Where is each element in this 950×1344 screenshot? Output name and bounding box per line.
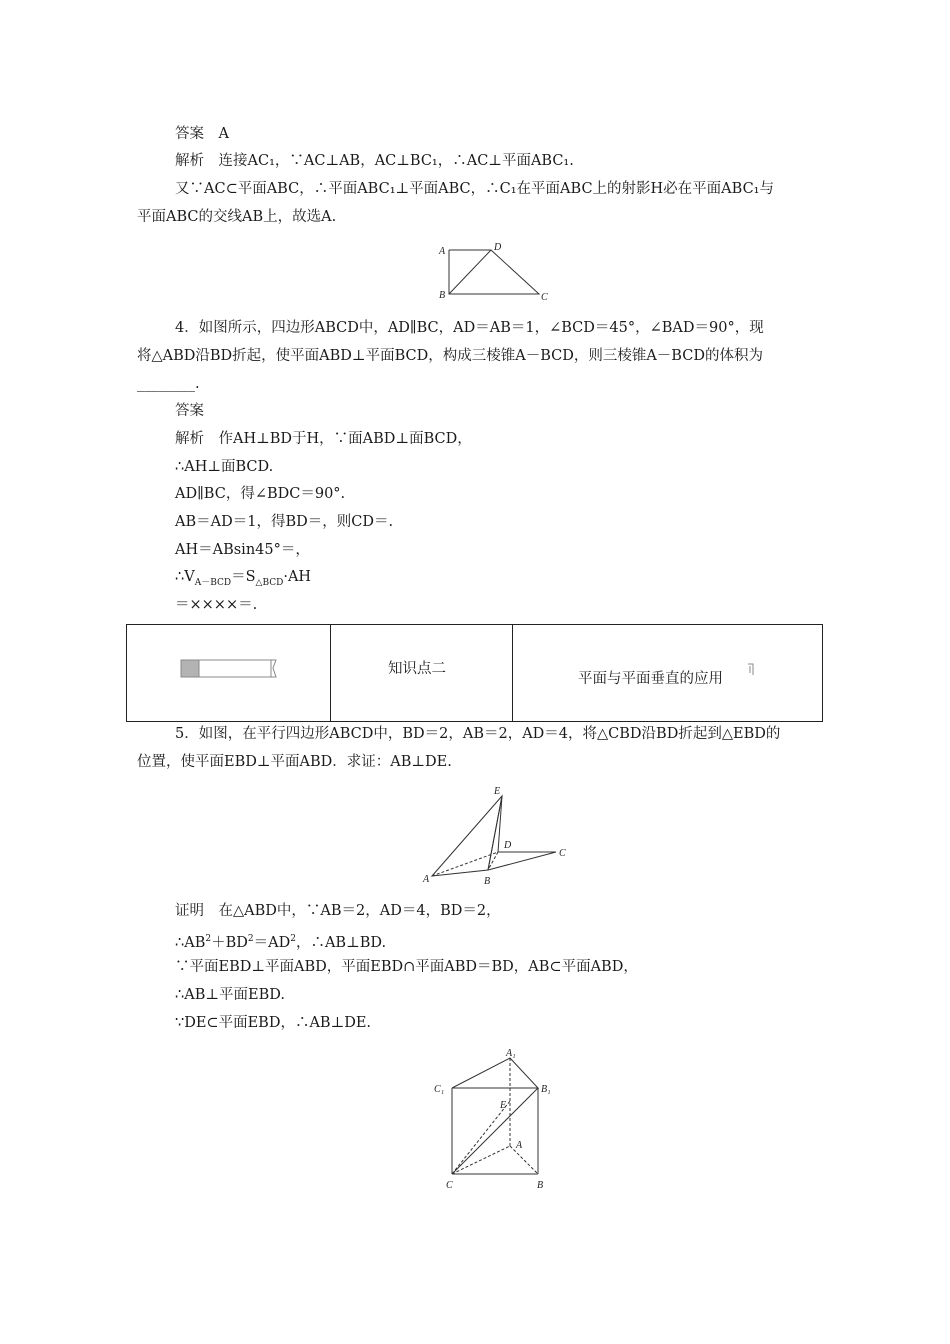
question-line: 4．如图所示，四边形ABCD中，AD∥BC，AD＝AB＝1，∠BCD＝45°，∠BAD＝90°，现: [175, 320, 764, 336]
label-B1: B₁: [541, 1084, 551, 1095]
prism-figure: [430, 1046, 560, 1192]
label-C: C: [446, 1180, 453, 1191]
label-C: C: [541, 292, 548, 303]
label-B: B: [439, 290, 446, 301]
answer-line: 答案 A: [175, 126, 229, 142]
proof-line: ∵DE⊂平面EBD，∴AB⊥DE.: [175, 1015, 372, 1031]
label-E: E: [494, 786, 501, 797]
analysis-line: AH＝ABsin45°＝，: [175, 542, 310, 558]
section-title: 知识点二: [388, 661, 446, 677]
question-line: 将△ABD沿BD折起，使平面ABD⊥平面BCD，构成三棱锥A－BCD，则三棱锥A－BCD的体积为: [137, 348, 763, 364]
bracket-icon: [746, 663, 756, 679]
analysis-line: AB＝AD＝1，得BD＝，则CD＝.: [175, 514, 394, 530]
label-B: B: [484, 876, 491, 887]
label-C: C: [559, 848, 566, 859]
answer-label: 答案: [175, 403, 204, 419]
volume-formula: $\therefore V_{A-BCD}=S_{\triangle BCD}\cdot AH$: [175, 569, 312, 588]
proof-line: ∴AB⊥平面EBD.: [175, 987, 285, 1003]
question-line: 位置，使平面EBD⊥平面ABD．求证：AB⊥DE.: [137, 754, 452, 770]
label-A1: A₁: [506, 1048, 516, 1059]
analysis-line: 解析 连接AC₁，∵AC⊥AB，AC⊥BC₁，∴AC⊥平面ABC₁.: [175, 153, 574, 169]
label-A: A: [423, 874, 430, 885]
question-line: 5．如图，在平行四边形ABCD中，BD＝2，AB＝2，AD＝4，将△CBD沿BD折起到△EBD的: [175, 726, 781, 742]
analysis-line: 又∵AC⊂平面ABC，∴平面ABC₁⊥平面ABC，∴C₁在平面ABC上的射影H必在平面ABC₁与: [175, 181, 774, 197]
label-A: A: [439, 246, 446, 257]
section-icon-cell: [127, 625, 331, 721]
label-E: E: [500, 1100, 507, 1111]
quadrilateral-figure: [434, 238, 564, 304]
answer-blank: ________.: [137, 376, 200, 392]
label-D: D: [494, 242, 502, 253]
label-B: B: [537, 1180, 544, 1191]
tab-banner-icon: [180, 658, 280, 680]
label-C1: C₁: [434, 1084, 445, 1095]
section-topic: 平面与平面垂直的应用: [578, 671, 723, 687]
label-D: D: [504, 840, 512, 851]
proof-line: 证明 在△ABD中，∵AB＝2，AD＝4，BD＝2，: [175, 903, 501, 919]
analysis-line: 平面ABC的交线AB上，故选A.: [137, 209, 337, 225]
fold-figure: [418, 782, 578, 890]
section-header-table: [126, 624, 823, 722]
analysis-line: ∴AH⊥面BCD.: [175, 459, 274, 475]
section-title-cell: [330, 625, 513, 721]
analysis-line: AD∥BC，得∠BDC＝90°.: [175, 486, 346, 502]
analysis-line: 解析 作AH⊥BD于H，∵面ABD⊥面BCD，: [175, 431, 472, 447]
label-A: A: [516, 1140, 523, 1151]
section-topic-cell: [512, 625, 822, 721]
proof-line: $\therefore AB^2+BD^2=AD^2$，∴AB⊥BD.: [175, 934, 387, 951]
proof-line: ∵平面EBD⊥平面ABD，平面EBD∩平面ABD＝BD，AB⊂平面ABD，: [175, 959, 638, 975]
analysis-line: ＝××××＝.: [175, 597, 258, 613]
